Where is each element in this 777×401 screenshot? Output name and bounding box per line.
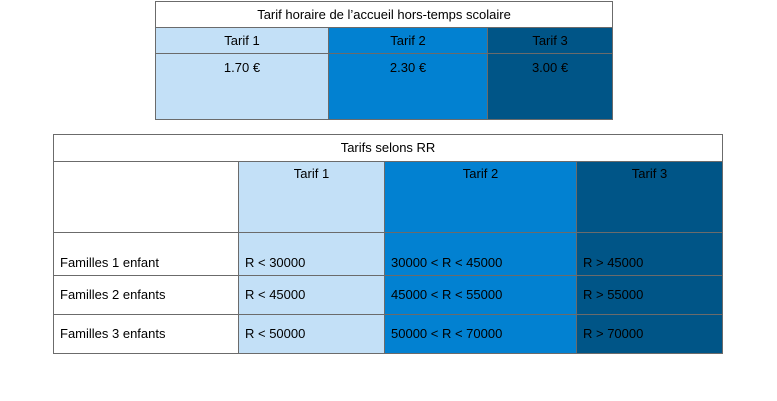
tarif1-cell: R < 45000 [239,276,385,315]
tarif3-value: 3.00 € [488,54,613,120]
tarif1-header: Tarif 1 [239,162,385,233]
income-tariff-table [53,134,723,354]
tarif1-cell: R < 30000 [239,233,385,276]
table-row [54,233,723,276]
tarif2-header: Tarif 2 [329,28,488,54]
tarif2-header: Tarif 2 [385,162,577,233]
tarif3-cell: R > 45000 [577,233,723,276]
tarif1-value: 1.70 € [156,54,329,120]
tarif1-header: Tarif 1 [156,28,329,54]
table-row [54,315,723,354]
row-label: Familles 3 enfants [54,315,239,354]
tarif3-cell: R > 70000 [577,315,723,354]
row-label: Familles 1 enfant [54,233,239,276]
table-row [54,276,723,315]
tarif1-cell: R < 50000 [239,315,385,354]
tarif3-header: Tarif 3 [488,28,613,54]
tarif2-cell: 45000 < R < 55000 [385,276,577,315]
corner-header [54,162,239,233]
tarif3-cell: R > 55000 [577,276,723,315]
tarif2-cell: 30000 < R < 45000 [385,233,577,276]
income-tariff-table-title: Tarifs selons RR [54,135,723,162]
hourly-rate-table-title: Tarif horaire de l’accueil hors-temps scolaire [156,2,613,28]
row-label: Familles 2 enfants [54,276,239,315]
tarif2-value: 2.30 € [329,54,488,120]
hourly-rate-table [155,1,613,120]
tarif3-header: Tarif 3 [577,162,723,233]
tarif2-cell: 50000 < R < 70000 [385,315,577,354]
